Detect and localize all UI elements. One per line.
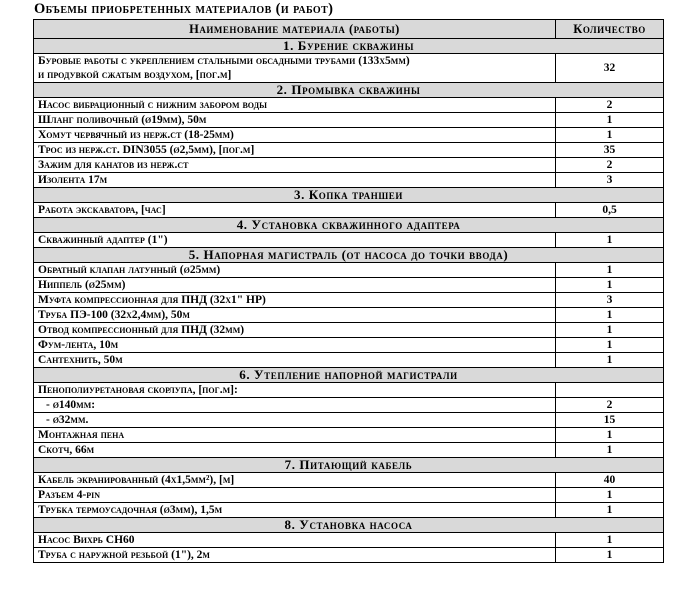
- item-qty: 3: [556, 173, 664, 188]
- item-qty: 35: [556, 143, 664, 158]
- item-qty: 1: [556, 128, 664, 143]
- section-title: 7. Питающий кабель: [34, 458, 664, 473]
- table-row: [34, 473, 664, 488]
- section-title: 1. Бурение скважины: [34, 39, 664, 54]
- item-name: Скотч, 66м: [34, 443, 556, 458]
- table-row: [34, 443, 664, 458]
- section-title: 8. Установка насоса: [34, 518, 664, 533]
- item-qty: 3: [556, 293, 664, 308]
- table-row: [34, 398, 664, 413]
- section-row: [34, 39, 664, 54]
- item-name-line: и продувкой сжатым воздухом, [пог.м]: [38, 69, 232, 81]
- item-name: Сантехнить, 50м: [34, 353, 556, 368]
- item-name: Ниппель (ø25мм): [34, 278, 556, 293]
- item-name-line: Буровые работы с укреплением стальными обсадными трубами (133х5мм): [38, 55, 410, 67]
- document-title: Объемы приобретенных материалов (и работ): [34, 1, 334, 17]
- table-row: [34, 383, 664, 398]
- item-name: [34, 54, 556, 83]
- item-name: Работа экскаватора, [час]: [34, 203, 556, 218]
- item-name: Изолента 17м: [34, 173, 556, 188]
- item-qty: 1: [556, 113, 664, 128]
- section-title: 5. Напорная магистраль (от насоса до точки ввода): [34, 248, 664, 263]
- item-qty: 1: [556, 278, 664, 293]
- item-qty: 1: [556, 443, 664, 458]
- table-row: [34, 128, 664, 143]
- item-name: Пенополиуретановая скорлупа, [пог.м]:: [34, 383, 556, 398]
- section-row: [34, 248, 664, 263]
- table-row: [34, 548, 664, 563]
- item-name: Трос из нерж.ст. DIN3055 (ø2,5мм), [пог.м]: [34, 143, 556, 158]
- item-name: - ø140мм:: [34, 398, 556, 413]
- table-row: [34, 323, 664, 338]
- item-qty: 1: [556, 263, 664, 278]
- table-row: [34, 233, 664, 248]
- item-name: Хомут червячный из нерж.ст (18-25мм): [34, 128, 556, 143]
- table-row: [34, 488, 664, 503]
- item-qty: 1: [556, 533, 664, 548]
- table-row: [34, 158, 664, 173]
- item-name: Шланг поливочный (ø19мм), 50м: [34, 113, 556, 128]
- item-qty: 32: [556, 54, 664, 83]
- table-row: [34, 533, 664, 548]
- item-qty: 1: [556, 428, 664, 443]
- item-qty: 2: [556, 98, 664, 113]
- table-row: [34, 503, 664, 518]
- table-row: [34, 54, 664, 83]
- table-row: [34, 293, 664, 308]
- table-row: [34, 113, 664, 128]
- item-name: Обратный клапан латунный (ø25мм): [34, 263, 556, 278]
- item-name: Разъем 4-pin: [34, 488, 556, 503]
- item-name: Муфта компрессионная для ПНД (32х1" НР): [34, 293, 556, 308]
- item-name: Насос Вихрь СН60: [34, 533, 556, 548]
- item-qty: 1: [556, 233, 664, 248]
- materials-table: [33, 19, 664, 563]
- section-title: 6. Утепление напорной магистрали: [34, 368, 664, 383]
- item-name: Труба ПЭ-100 (32х2,4мм), 50м: [34, 308, 556, 323]
- header-qty: Количество: [556, 20, 664, 39]
- item-name: Трубка термоусадочная (ø3мм), 1,5м: [34, 503, 556, 518]
- item-qty: 40: [556, 473, 664, 488]
- item-name: Скважинный адаптер (1"): [34, 233, 556, 248]
- item-qty: 2: [556, 398, 664, 413]
- table-row: [34, 428, 664, 443]
- section-title: 2. Промывка скважины: [34, 83, 664, 98]
- table-row: [34, 143, 664, 158]
- item-name: Насос вибрационный с нижним забором воды: [34, 98, 556, 113]
- item-name: Монтажная пена: [34, 428, 556, 443]
- item-qty: 1: [556, 488, 664, 503]
- item-name: - ø32мм.: [34, 413, 556, 428]
- item-name: Фум-лента, 10м: [34, 338, 556, 353]
- section-row: [34, 368, 664, 383]
- section-row: [34, 218, 664, 233]
- table-row: [34, 308, 664, 323]
- section-row: [34, 83, 664, 98]
- table-row: [34, 413, 664, 428]
- item-qty: 0,5: [556, 203, 664, 218]
- table-row: [34, 338, 664, 353]
- item-qty: 1: [556, 548, 664, 563]
- item-name: Отвод компрессионный для ПНД (32мм): [34, 323, 556, 338]
- table-row: [34, 263, 664, 278]
- table-body: [34, 39, 664, 563]
- table-row: [34, 173, 664, 188]
- item-qty: 2: [556, 158, 664, 173]
- item-qty: 1: [556, 503, 664, 518]
- item-qty: 1: [556, 308, 664, 323]
- item-name: Труба с наружной резьбой (1"), 2м: [34, 548, 556, 563]
- item-qty: 15: [556, 413, 664, 428]
- table-row: [34, 98, 664, 113]
- item-qty: 1: [556, 353, 664, 368]
- table-row: [34, 353, 664, 368]
- header-name: Наименование материала (работы): [34, 20, 556, 39]
- item-qty: 1: [556, 323, 664, 338]
- table-row: [34, 278, 664, 293]
- table-header-row: [34, 20, 664, 39]
- section-title: 4. Установка скважинного адаптера: [34, 218, 664, 233]
- item-qty: [556, 383, 664, 398]
- item-qty: 1: [556, 338, 664, 353]
- item-name: Кабель экранированный (4х1,5мм²), [м]: [34, 473, 556, 488]
- section-title: 3. Копка траншеи: [34, 188, 664, 203]
- table-row: [34, 203, 664, 218]
- section-row: [34, 458, 664, 473]
- section-row: [34, 518, 664, 533]
- section-row: [34, 188, 664, 203]
- item-name: Зажим для канатов из нерж.ст: [34, 158, 556, 173]
